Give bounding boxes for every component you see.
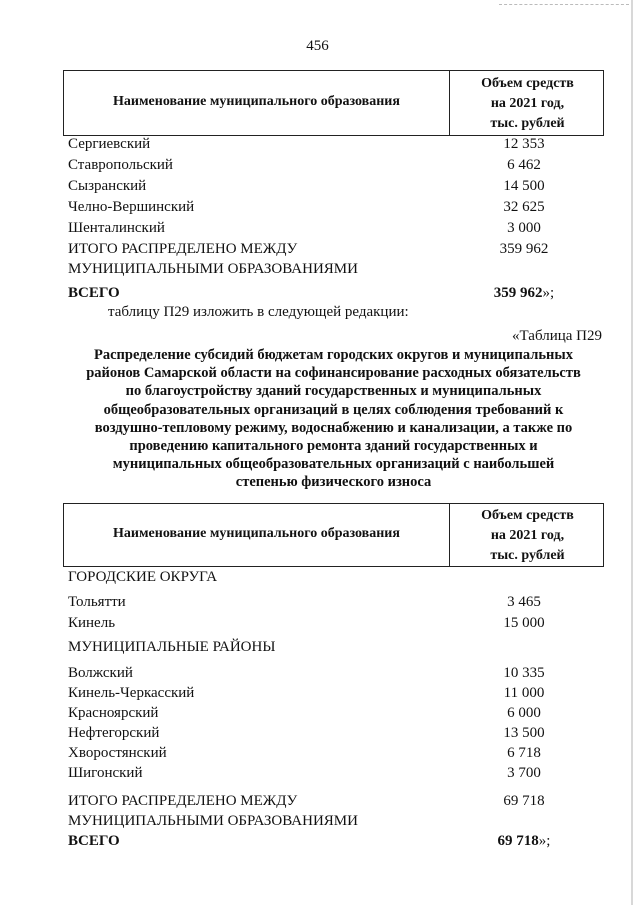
- table-row-name: Красноярский: [68, 705, 159, 721]
- table-row-value: 3 000: [507, 220, 541, 236]
- page-number: 456: [306, 38, 329, 54]
- table-row-name: Хворостянский: [68, 745, 167, 761]
- table-row-value: 14 500: [503, 178, 545, 194]
- table-row-name: Шенталинский: [68, 220, 165, 236]
- table-row-name: Ставропольский: [68, 157, 173, 173]
- instruction-text: таблицу П29 изложить в следующей редакции:: [108, 304, 409, 320]
- table-row-name: Сергиевский: [68, 136, 151, 152]
- table-row-value: 13 500: [503, 725, 545, 741]
- table-row-value: 3 465: [507, 594, 541, 610]
- scan-edge-top: [499, 4, 629, 6]
- table2-header: [63, 503, 604, 567]
- table-row-name: Кинель-Черкасский: [68, 685, 195, 701]
- table1-header: [63, 70, 604, 136]
- table-row-name: Челно-Вершинский: [68, 199, 195, 215]
- table-row-name: Нефтегорский: [68, 725, 160, 741]
- table-row-name: Сызранский: [68, 178, 147, 194]
- table-row-value: 32 625: [503, 199, 545, 215]
- table-row-value: 6 462: [507, 157, 541, 173]
- table-row-value: 12 353: [503, 136, 545, 152]
- table-label: «Таблица П29: [512, 328, 602, 344]
- table-row-value: 11 000: [503, 685, 545, 701]
- table-row-value: 15 000: [503, 615, 545, 631]
- table-row-name: Тольятти: [68, 594, 126, 610]
- grand-total-value: 359 962»;: [493, 285, 555, 301]
- total-distributed-value: 359 962: [499, 241, 549, 257]
- total-distributed-label: ИТОГО РАСПРЕДЕЛЕНО МЕЖДУ МУНИЦИПАЛЬНЫМИ ОБРАЗОВАНИЯМИ: [68, 241, 358, 277]
- total-distributed-value: 69 718: [503, 793, 545, 809]
- section-urban-districts: ГОРОДСКИЕ ОКРУГА: [68, 569, 218, 585]
- table-title: Распределение субсидий бюджетам городских округов и муниципальных районов Самарской области на софинансирование расходных обязательств по благоустройству зданий государственных и муниципальных общеобразовательных организаций в целях соблюдения требований к воздушно-тепловому режиму, водоснабжению и канализации, а также по проведению капитального ремонта зданий государственных и муниципальных общеобразовательных организаций с наибольшей степенью физического износа: [86, 347, 581, 491]
- grand-total-label: ВСЕГО: [68, 833, 120, 849]
- grand-total-value: 69 718»;: [497, 833, 551, 849]
- grand-total-label: ВСЕГО: [68, 285, 120, 301]
- table-row-value: 6 000: [507, 705, 541, 721]
- table-row-name: Кинель: [68, 615, 116, 631]
- table-row-name: Шигонский: [68, 765, 143, 781]
- table-row-name: Волжский: [68, 665, 133, 681]
- table-row-value: 3 700: [507, 765, 541, 781]
- section-municipal-districts: МУНИЦИПАЛЬНЫЕ РАЙОНЫ: [68, 639, 276, 655]
- table2-header-volume: Объем средств на 2021 год, тыс. рублей: [481, 508, 574, 563]
- table-row-value: 6 718: [507, 745, 541, 761]
- total-distributed-label: ИТОГО РАСПРЕДЕЛЕНО МЕЖДУ МУНИЦИПАЛЬНЫМИ ОБРАЗОВАНИЯМИ: [68, 793, 358, 829]
- table1-header-name: Наименование муниципального образования: [113, 94, 400, 109]
- scan-edge: [631, 0, 633, 905]
- table-row-value: 10 335: [503, 665, 545, 681]
- table1-header-volume: Объем средств на 2021 год, тыс. рублей: [481, 76, 574, 131]
- table2-header-name: Наименование муниципального образования: [113, 526, 400, 541]
